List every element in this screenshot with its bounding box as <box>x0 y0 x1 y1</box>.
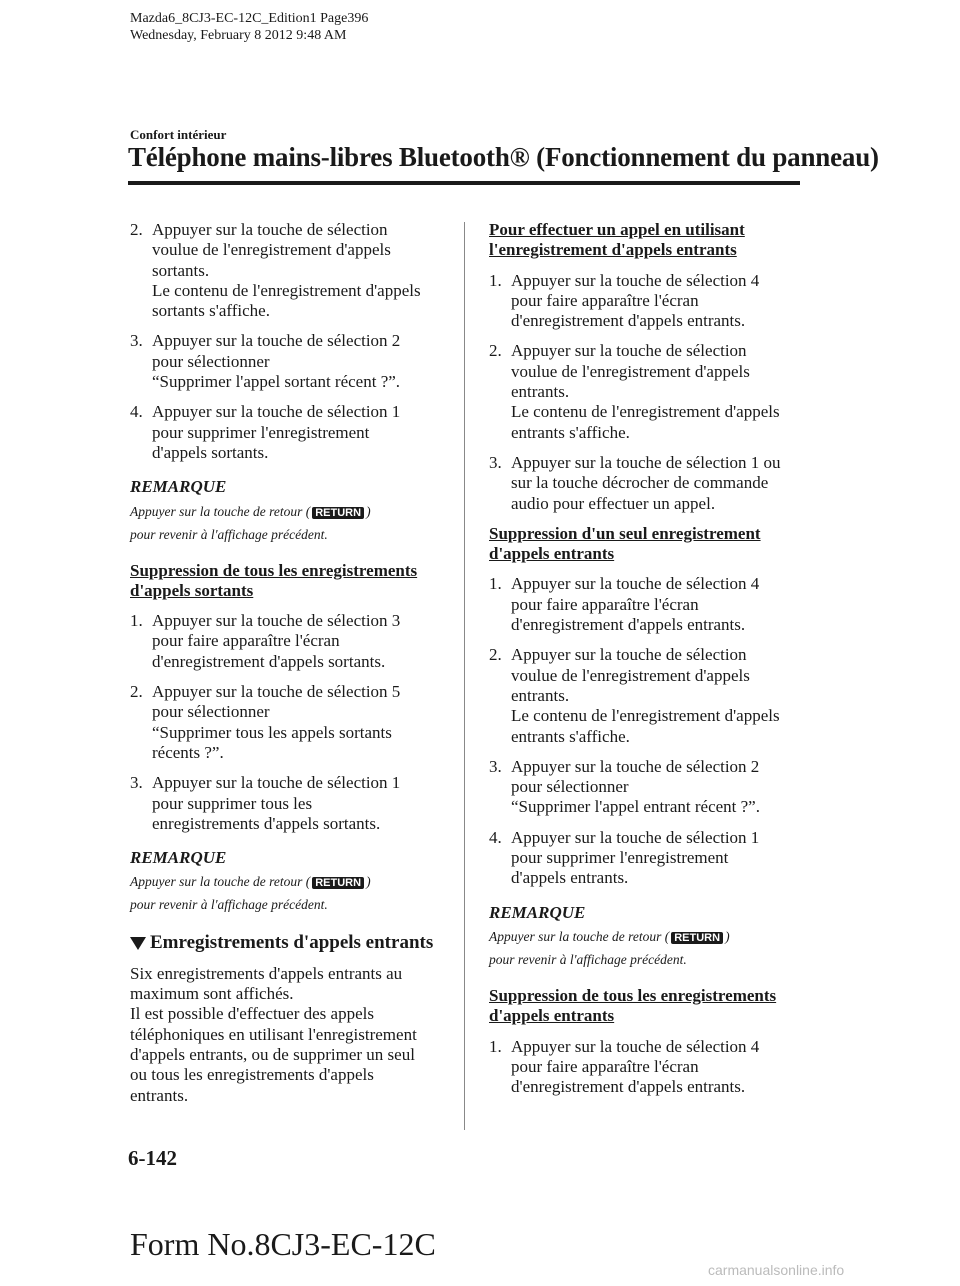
step-text-line: voulue de l'enregistrement d'appels <box>152 240 391 260</box>
step-text-line: enregistrements d'appels sortants. <box>152 813 381 833</box>
step-text-line: pour supprimer l'enregistrement <box>152 422 370 442</box>
subheading-line: Suppression de tous les enregistrements <box>489 985 777 1005</box>
paragraph-line: maximum sont affichés. <box>130 984 294 1004</box>
intro-paragraph <box>130 964 440 1106</box>
step-item <box>489 645 809 746</box>
return-key-icon: RETURN <box>312 877 364 889</box>
step-number: 4. <box>130 402 143 422</box>
step-text-line: d'enregistrement d'appels entrants. <box>511 615 746 635</box>
title-rule <box>128 181 800 185</box>
step-number: 2. <box>130 682 143 702</box>
step-text-line: d'enregistrement d'appels entrants. <box>511 311 746 331</box>
print-header <box>130 10 368 44</box>
page-number: 6-142 <box>128 1146 177 1170</box>
print-header-date: Wednesday, February 8 2012 9:48 AM <box>130 28 347 43</box>
subheading <box>489 524 809 565</box>
note-text-line2: pour revenir à l'affichage précédent. <box>130 526 328 542</box>
step-number: 2. <box>489 341 502 361</box>
step-text-line: audio pour effectuer un appel. <box>511 493 716 513</box>
subheading <box>130 561 440 602</box>
step-item <box>130 682 440 763</box>
step-text <box>511 1037 809 1098</box>
step-number: 1. <box>130 611 143 631</box>
subheading-line: Suppression d'un seul enregistrement <box>489 523 761 543</box>
step-number: 1. <box>489 574 502 594</box>
step-text-line: sortants s'affiche. <box>152 301 270 321</box>
paragraph-line: Il est possible d'effectuer des appels <box>130 1004 374 1024</box>
step-number: 2. <box>489 645 502 665</box>
step-item <box>130 331 440 392</box>
paragraph-line: téléphoniques en utilisant l'enregistrement <box>130 1024 417 1044</box>
note-text <box>489 926 809 970</box>
subheading-line: l'enregistrement d'appels entrants <box>489 240 737 260</box>
step-text-line: Appuyer sur la touche de sélection 3 <box>152 611 401 631</box>
step-text-line: pour faire apparaître l'écran <box>152 631 340 651</box>
section-heading <box>130 933 440 953</box>
step-text-line: Appuyer sur la touche de sélection 4 <box>511 270 760 290</box>
step-text-line: d'appels sortants. <box>152 442 269 462</box>
step-item <box>489 271 809 332</box>
step-text-line: Appuyer sur la touche de sélection 2 <box>511 756 760 776</box>
step-text-line: d'enregistrement d'appels sortants. <box>152 651 386 671</box>
subheading-line: Suppression de tous les enregistrements <box>130 560 418 580</box>
subheading-line: Pour effectuer un appel en utilisant <box>489 220 745 239</box>
step-text-line: entrants s'affiche. <box>511 726 630 746</box>
column-divider <box>464 222 465 1130</box>
step-text-line: Appuyer sur la touche de sélection <box>511 341 747 361</box>
step-item <box>489 828 809 889</box>
form-number: Form No.8CJ3-EC-12C <box>130 1226 436 1262</box>
subheading <box>489 986 809 1027</box>
step-text <box>511 757 809 818</box>
step-text-line: voulue de l'enregistrement d'appels <box>511 361 750 381</box>
step-text-line: entrants s'affiche. <box>511 422 630 442</box>
step-text-line: Appuyer sur la touche de sélection <box>152 220 388 239</box>
step-text-line: Le contenu de l'enregistrement d'appels <box>511 402 780 422</box>
step-text-line: pour sélectionner <box>511 777 629 797</box>
step-item <box>130 773 440 834</box>
step-text-line: pour sélectionner <box>152 702 270 722</box>
step-text <box>152 773 440 834</box>
step-text-line: “Supprimer l'appel entrant récent ?”. <box>511 797 760 817</box>
step-text-line: d'appels entrants. <box>511 868 629 888</box>
step-text <box>511 453 809 514</box>
step-text-line: pour faire apparaître l'écran <box>511 1056 699 1076</box>
note-block <box>130 848 440 915</box>
step-text-line: Appuyer sur la touche de sélection 1 <box>152 402 401 422</box>
note-heading: REMARQUE <box>130 477 227 497</box>
paragraph-line: ou tous les enregistrements d'appels <box>130 1065 374 1085</box>
subheading-line: d'appels entrants <box>489 1006 615 1026</box>
note-text <box>130 501 440 545</box>
steps-list <box>130 611 440 834</box>
step-text-line: Appuyer sur la touche de sélection 4 <box>511 1036 760 1056</box>
step-text-line: d'enregistrement d'appels entrants. <box>511 1077 746 1097</box>
step-item <box>489 453 809 514</box>
step-text-line: Appuyer sur la touche de sélection 1 <box>511 827 760 847</box>
step-text-line: récents ?”. <box>152 742 224 762</box>
steps-list <box>489 574 809 888</box>
step-text-line: sortants. <box>152 260 210 280</box>
step-number: 3. <box>130 331 143 351</box>
step-item <box>489 341 809 442</box>
watermark: carmanualsonline.info <box>708 1262 845 1278</box>
step-number: 3. <box>489 452 502 472</box>
note-text-before: Appuyer sur la touche de retour ( <box>130 874 311 890</box>
step-number: 1. <box>489 270 502 290</box>
step-text-line: pour sélectionner <box>152 351 270 371</box>
step-text-line: pour faire apparaître l'écran <box>511 290 699 310</box>
steps-list <box>489 1037 809 1098</box>
step-number: 2. <box>130 220 143 239</box>
step-text <box>152 220 440 321</box>
note-text-after: ) <box>725 928 730 944</box>
step-item <box>130 220 440 321</box>
step-text-line: Appuyer sur la touche de sélection 1 ou <box>511 452 781 472</box>
triangle-down-icon <box>130 937 146 950</box>
step-text <box>152 682 440 763</box>
step-item <box>489 574 809 635</box>
note-text-line2: pour revenir à l'affichage précédent. <box>489 951 687 967</box>
note-text-after: ) <box>366 503 371 519</box>
step-text-line: pour faire apparaître l'écran <box>511 594 699 614</box>
section-kicker: Confort intérieur <box>130 127 227 142</box>
subheading <box>489 220 809 261</box>
step-text-line: pour supprimer l'enregistrement <box>511 848 729 868</box>
step-text-line: entrants. <box>511 685 570 705</box>
note-text-after: ) <box>366 874 371 890</box>
page-title: Téléphone mains-libres Bluetooth® (Fonctionnement du panneau) <box>128 142 879 172</box>
note-text-line2: pour revenir à l'affichage précédent. <box>130 897 328 913</box>
return-key-icon: RETURN <box>671 932 723 944</box>
paragraph-line: Six enregistrements d'appels entrants au <box>130 963 403 983</box>
step-text <box>152 402 440 463</box>
step-text-line: Le contenu de l'enregistrement d'appels <box>152 280 421 300</box>
note-text-before: Appuyer sur la touche de retour ( <box>489 928 670 944</box>
step-text <box>152 331 440 392</box>
step-item <box>489 757 809 818</box>
step-number: 3. <box>489 756 502 776</box>
step-item <box>130 611 440 672</box>
step-text-line: Le contenu de l'enregistrement d'appels <box>511 706 780 726</box>
steps-list <box>489 271 809 514</box>
step-text-line: “Supprimer l'appel sortant récent ?”. <box>152 372 401 392</box>
subheading-line: d'appels entrants <box>489 544 615 564</box>
section-heading-text: Emregistrements d'appels entrants <box>150 932 434 954</box>
step-text-line: entrants. <box>511 382 570 402</box>
steps-list <box>130 220 440 463</box>
step-text-line: “Supprimer tous les appels sortants <box>152 722 392 742</box>
note-text-before: Appuyer sur la touche de retour ( <box>130 503 311 519</box>
step-item <box>130 402 440 463</box>
note-text <box>130 871 440 915</box>
step-text-line: pour supprimer tous les <box>152 793 313 813</box>
step-text-line: Appuyer sur la touche de sélection 1 <box>152 773 401 793</box>
step-text <box>511 271 809 332</box>
step-item <box>489 1037 809 1098</box>
print-header-file: Mazda6_8CJ3-EC-12C_Edition1 Page396 <box>130 11 369 26</box>
step-number: 4. <box>489 827 502 847</box>
step-number: 1. <box>489 1036 502 1056</box>
step-number: 3. <box>130 773 143 793</box>
step-text <box>511 828 809 889</box>
step-text-line: Appuyer sur la touche de sélection 2 <box>152 331 401 351</box>
right-column <box>489 220 809 1107</box>
step-text-line: voulue de l'enregistrement d'appels <box>511 665 750 685</box>
subheading-line: d'appels sortants <box>130 580 254 600</box>
left-column <box>130 220 440 1106</box>
return-key-icon: RETURN <box>312 507 364 519</box>
step-text <box>511 341 809 442</box>
step-text-line: sur la touche décrocher de commande <box>511 473 769 493</box>
paragraph-line: entrants. <box>130 1085 189 1105</box>
step-text <box>511 645 809 746</box>
note-block <box>489 903 809 970</box>
step-text-line: Appuyer sur la touche de sélection 5 <box>152 682 401 702</box>
note-heading: REMARQUE <box>130 848 227 868</box>
step-text-line: Appuyer sur la touche de sélection <box>511 645 747 665</box>
note-block <box>130 477 440 544</box>
paragraph-line: d'appels entrants, ou de supprimer un seul <box>130 1044 415 1064</box>
step-text <box>152 611 440 672</box>
step-text <box>511 574 809 635</box>
note-heading: REMARQUE <box>489 902 586 922</box>
step-text-line: Appuyer sur la touche de sélection 4 <box>511 574 760 594</box>
